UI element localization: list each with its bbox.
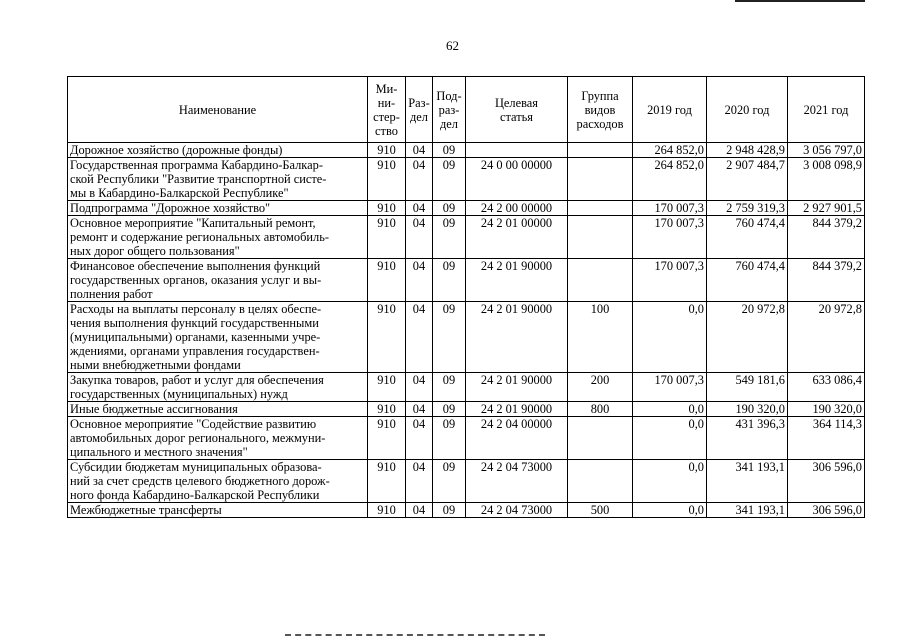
cell-2019: 170 007,3 [633, 216, 707, 259]
cell-2021: 306 596,0 [788, 503, 865, 518]
cell-2021: 306 596,0 [788, 460, 865, 503]
cell-2021: 844 379,2 [788, 259, 865, 302]
table-row [68, 373, 865, 402]
cell-ministry: 910 [368, 143, 406, 158]
header-expense-group: Группа видов расходов [568, 77, 633, 143]
cell-expense-group [568, 158, 633, 201]
cell-section: 04 [406, 201, 433, 216]
cell-2020: 341 193,1 [707, 460, 788, 503]
cell-expense-group: 500 [568, 503, 633, 518]
cell-2019: 170 007,3 [633, 201, 707, 216]
cell-2019: 264 852,0 [633, 143, 707, 158]
table-row [68, 417, 865, 460]
cell-expense-group [568, 259, 633, 302]
cell-target-article: 24 2 01 90000 [466, 373, 568, 402]
cell-name: Иные бюджетные ассигнования [68, 402, 368, 417]
cell-2021: 844 379,2 [788, 216, 865, 259]
cell-target-article [466, 143, 568, 158]
cell-2020: 341 193,1 [707, 503, 788, 518]
cell-ministry: 910 [368, 201, 406, 216]
cell-subsection: 09 [433, 402, 466, 417]
cell-target-article: 24 2 01 90000 [466, 259, 568, 302]
cell-2021: 3 056 797,0 [788, 143, 865, 158]
cell-2021: 20 972,8 [788, 302, 865, 373]
cell-2019: 0,0 [633, 402, 707, 417]
cell-ministry: 910 [368, 302, 406, 373]
bottom-edge-mark [285, 634, 545, 638]
cell-name: Закупка товаров, работ и услуг для обеспечения государственных (муниципальных) нужд [68, 373, 368, 402]
table-row [68, 143, 865, 158]
cell-expense-group: 100 [568, 302, 633, 373]
cell-ministry: 910 [368, 402, 406, 417]
cell-2020: 431 396,3 [707, 417, 788, 460]
header-2021: 2021 год [788, 77, 865, 143]
budget-table [67, 76, 865, 518]
cell-subsection: 09 [433, 373, 466, 402]
cell-2021: 2 927 901,5 [788, 201, 865, 216]
cell-subsection: 09 [433, 503, 466, 518]
cell-name: Дорожное хозяйство (дорожные фонды) [68, 143, 368, 158]
cell-section: 04 [406, 373, 433, 402]
cell-subsection: 09 [433, 302, 466, 373]
cell-subsection: 09 [433, 259, 466, 302]
table-row [68, 158, 865, 201]
cell-expense-group [568, 460, 633, 503]
cell-target-article: 24 2 01 90000 [466, 402, 568, 417]
cell-name: Основное мероприятие "Содействие развитию автомобильных дорог регионального, межмуни- ципального и местного значения" [68, 417, 368, 460]
cell-section: 04 [406, 216, 433, 259]
header-section: Раз- дел [406, 77, 433, 143]
cell-name: Подпрограмма "Дорожное хозяйство" [68, 201, 368, 216]
table-row [68, 402, 865, 417]
cell-expense-group: 200 [568, 373, 633, 402]
cell-subsection: 09 [433, 216, 466, 259]
cell-expense-group [568, 417, 633, 460]
table-row [68, 302, 865, 373]
cell-subsection: 09 [433, 460, 466, 503]
cell-2020: 190 320,0 [707, 402, 788, 417]
table-row [68, 201, 865, 216]
cell-2019: 264 852,0 [633, 158, 707, 201]
cell-ministry: 910 [368, 216, 406, 259]
cell-2020: 549 181,6 [707, 373, 788, 402]
cell-name: Финансовое обеспечение выполнения функций государственных органов, оказания услуг и вы- полнения работ [68, 259, 368, 302]
cell-2021: 3 008 098,9 [788, 158, 865, 201]
cell-subsection: 09 [433, 143, 466, 158]
cell-ministry: 910 [368, 503, 406, 518]
header-subsection: Под- раз- дел [433, 77, 466, 143]
table-row [68, 216, 865, 259]
cell-2021: 364 114,3 [788, 417, 865, 460]
table-row [68, 259, 865, 302]
cell-section: 04 [406, 503, 433, 518]
cell-target-article: 24 2 04 73000 [466, 503, 568, 518]
cell-target-article: 24 2 01 90000 [466, 302, 568, 373]
top-edge-mark [735, 0, 865, 4]
cell-target-article: 24 2 04 73000 [466, 460, 568, 503]
page-number: 62 [446, 38, 459, 53]
cell-section: 04 [406, 302, 433, 373]
cell-2020: 2 948 428,9 [707, 143, 788, 158]
cell-2020: 2 759 319,3 [707, 201, 788, 216]
cell-ministry: 910 [368, 158, 406, 201]
table-body [68, 143, 865, 518]
cell-ministry: 910 [368, 417, 406, 460]
cell-expense-group: 800 [568, 402, 633, 417]
cell-2020: 2 907 484,7 [707, 158, 788, 201]
table-row [68, 503, 865, 518]
header-name: Наименование [68, 77, 368, 143]
cell-target-article: 24 2 01 00000 [466, 216, 568, 259]
cell-ministry: 910 [368, 460, 406, 503]
header-ministry: Ми- ни- стер- ство [368, 77, 406, 143]
cell-2019: 0,0 [633, 417, 707, 460]
cell-ministry: 910 [368, 259, 406, 302]
cell-expense-group [568, 143, 633, 158]
cell-section: 04 [406, 158, 433, 201]
cell-name: Расходы на выплаты персоналу в целях обеспе- чения выполнения функций государственными (муниципальными) органами, казенными учре- ждениями, органами управления государствен- ными внебюджетными фондами [68, 302, 368, 373]
cell-subsection: 09 [433, 417, 466, 460]
cell-name: Субсидии бюджетам муниципальных образова- ний за счет средств целевого бюджетного дорож- ного фонда Кабардино-Балкарской Республики [68, 460, 368, 503]
cell-name: Межбюджетные трансферты [68, 503, 368, 518]
cell-expense-group [568, 201, 633, 216]
cell-target-article: 24 2 04 00000 [466, 417, 568, 460]
cell-2019: 0,0 [633, 302, 707, 373]
cell-section: 04 [406, 402, 433, 417]
cell-ministry: 910 [368, 373, 406, 402]
cell-subsection: 09 [433, 201, 466, 216]
cell-2020: 20 972,8 [707, 302, 788, 373]
cell-section: 04 [406, 460, 433, 503]
header-2020: 2020 год [707, 77, 788, 143]
header-2019: 2019 год [633, 77, 707, 143]
table-header-row [68, 77, 865, 143]
header-target-article: Целевая статья [466, 77, 568, 143]
cell-name: Государственная программа Кабардино-Балкар- ской Республики "Развитие транспортной систе- мы в Кабардино-Балкарской Республике" [68, 158, 368, 201]
cell-section: 04 [406, 259, 433, 302]
table-row [68, 460, 865, 503]
cell-2021: 190 320,0 [788, 402, 865, 417]
cell-2020: 760 474,4 [707, 259, 788, 302]
cell-2021: 633 086,4 [788, 373, 865, 402]
cell-2019: 0,0 [633, 460, 707, 503]
cell-section: 04 [406, 143, 433, 158]
cell-2020: 760 474,4 [707, 216, 788, 259]
cell-2019: 0,0 [633, 503, 707, 518]
cell-target-article: 24 2 00 00000 [466, 201, 568, 216]
cell-subsection: 09 [433, 158, 466, 201]
cell-section: 04 [406, 417, 433, 460]
cell-2019: 170 007,3 [633, 259, 707, 302]
cell-name: Основное мероприятие "Капитальный ремонт, ремонт и содержание региональных автомобиль- ных дорог общего пользования" [68, 216, 368, 259]
cell-2019: 170 007,3 [633, 373, 707, 402]
cell-target-article: 24 0 00 00000 [466, 158, 568, 201]
cell-expense-group [568, 216, 633, 259]
